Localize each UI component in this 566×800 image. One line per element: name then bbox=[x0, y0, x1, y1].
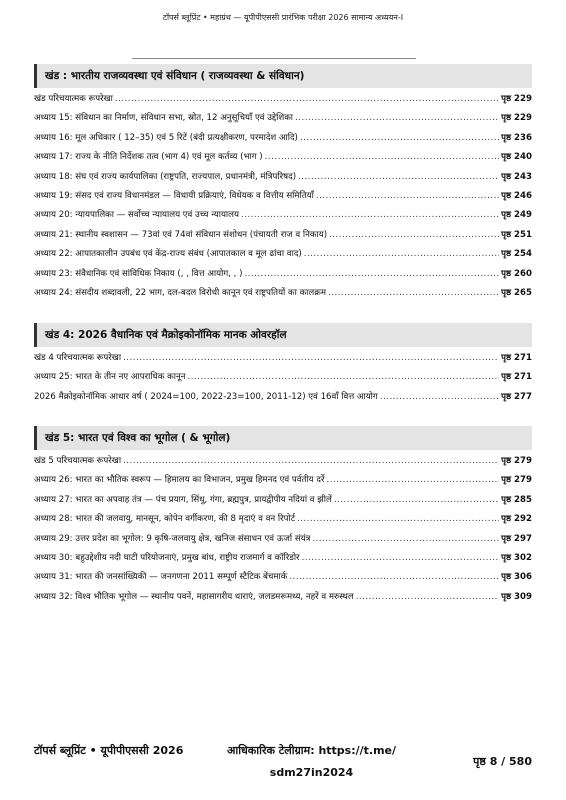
toc-entry[interactable] bbox=[34, 570, 532, 589]
toc-entry[interactable] bbox=[34, 170, 532, 189]
leader-dots bbox=[380, 392, 499, 402]
entry-title: खंड परिचयात्मक रूपरेखा bbox=[34, 94, 113, 104]
toc-list bbox=[34, 454, 532, 609]
entry-page: पृष्ठ 246 bbox=[501, 190, 532, 201]
leader-dots bbox=[328, 288, 499, 298]
toc-entry[interactable] bbox=[34, 150, 532, 169]
entry-title: अध्याय 30: बहुउद्देशीय नदी घाटी परियोजनाएं, प्रमुख बांध, राष्ट्रीय राजमार्ग व कॉरिडोर bbox=[34, 552, 300, 563]
toc-list bbox=[34, 92, 532, 305]
leader-dots bbox=[188, 372, 500, 382]
section-macroeconomic bbox=[34, 323, 532, 409]
entry-page: पृष्ठ 236 bbox=[501, 132, 532, 143]
entry-title: अध्याय 17: राज्य के नीति निर्देशक तत्व (भाग 4) एवं मूल कर्तव्य (भाग ) bbox=[34, 152, 263, 163]
entry-title: अध्याय 24: संसदीय शब्दावली, 22 भाग, दल-बदल विरोधी कानून एवं राष्ट्रपतियों का कालक्रम bbox=[34, 287, 326, 298]
entry-page: पृष्ठ 243 bbox=[501, 171, 532, 182]
leader-dots bbox=[123, 353, 499, 363]
leader-dots bbox=[302, 553, 500, 563]
toc-entry[interactable] bbox=[34, 351, 532, 370]
section-geography bbox=[34, 426, 532, 609]
leader-dots bbox=[312, 534, 499, 544]
entry-title: अध्याय 31: भारत की जनसांख्यिकी — जनगणना 2011 सम्पूर्ण स्टैटिक बेंचमार्क bbox=[34, 572, 288, 583]
entry-title: अध्याय 19: संसद एवं राज्य विधानमंडल — विधायी प्रक्रियाएं, विधेयक व वित्तीय समितियाँ bbox=[34, 190, 314, 201]
entry-title: अध्याय 20: न्यायपालिका — सर्वोच्च न्यायालय एवं उच्च न्यायालय bbox=[34, 210, 239, 221]
entry-page: पृष्ठ 229 bbox=[501, 113, 532, 124]
entry-title: अध्याय 32: विश्व भौतिक भूगोल — स्थानीय पवनें, महासागरीय धाराएं, जलडमरूमध्य, नहरें व मरुस्थल bbox=[34, 591, 354, 602]
entry-page: पृष्ठ 271 bbox=[501, 353, 532, 363]
toc-entry[interactable] bbox=[34, 208, 532, 227]
entry-page: पृष्ठ 251 bbox=[501, 229, 532, 240]
entry-title: अध्याय 22: आपातकालीन उपबंध एवं केंद्र-राज्य संबंध (आपातकाल व मूल ढांचा वाद) bbox=[34, 249, 302, 260]
leader-dots bbox=[326, 475, 499, 485]
entry-title: अध्याय 21: स्थानीय स्वशासन — 73वां एवं 74वां संविधान संशोधन (पंचायती राज व निकाय) bbox=[34, 229, 328, 240]
entry-title: खंड 5 परिचयात्मक रूपरेखा bbox=[34, 456, 122, 466]
entry-page: पृष्ठ 292 bbox=[501, 514, 532, 525]
leader-dots bbox=[316, 191, 499, 201]
entry-page: पृष्ठ 265 bbox=[501, 287, 532, 298]
toc-entry[interactable] bbox=[34, 532, 532, 551]
leader-dots bbox=[123, 456, 499, 466]
toc-entry[interactable] bbox=[34, 370, 532, 389]
toc-entry[interactable] bbox=[34, 512, 532, 531]
toc-list bbox=[34, 351, 532, 409]
entry-title: खंड 4 परिचयात्मक रूपरेखा bbox=[34, 353, 122, 363]
entry-title: अध्याय 27: भारत का अपवाह तंत्र — पंच प्रयाग, सिंधु, गंगा, ब्रह्मपुत्र, प्रायद्वीपीय नदियां व झीलें bbox=[34, 494, 332, 505]
leader-dots bbox=[241, 210, 499, 220]
entry-page: पृष्ठ 249 bbox=[501, 210, 532, 221]
entry-title: अध्याय 23: संवैधानिक एवं सांविधिक निकाय (, , वित्त आयोग, , ) bbox=[34, 268, 243, 279]
toc-entry[interactable] bbox=[34, 111, 532, 130]
leader-dots bbox=[244, 269, 499, 279]
entry-title: अध्याय 29: उत्तर प्रदेश का भूगोल: 9 कृषि-जलवायु क्षेत्र, खनिज संसाधन एवं ऊर्जा संयंत्र bbox=[34, 533, 311, 544]
toc-entry[interactable] bbox=[34, 228, 532, 247]
entry-title: अध्याय 25: भारत के तीन नए आपराधिक कानून bbox=[34, 372, 186, 383]
toc-entry[interactable] bbox=[34, 390, 532, 409]
leader-dots bbox=[300, 133, 499, 143]
entry-title: अध्याय 16: मूल अधिकार ( 12–35) एवं 5 रिटें (बंदी प्रत्यक्षीकरण, परमादेश आदि) bbox=[34, 132, 298, 143]
page-header: टॉपर्स ब्लूप्रिंट • महाग्रंथ — यूपीपीएससी प्रारंभिक परीक्षा 2026 सामान्य अध्ययन-I bbox=[162, 13, 404, 22]
entry-page: पृष्ठ 277 bbox=[501, 391, 532, 402]
entry-page: पृष्ठ 240 bbox=[501, 152, 532, 163]
leader-dots bbox=[295, 113, 499, 123]
toc-entry[interactable] bbox=[34, 473, 532, 492]
entry-title: अध्याय 15: संविधान का निर्माण, संविधान सभा, स्रोत, 12 अनुसूचियाँ एवं उद्देशिका bbox=[34, 113, 294, 124]
entry-title: अध्याय 26: भारत का भौतिक स्वरूप — हिमालय का विभाजन, प्रमुख हिमनद एवं पर्वतीय दर्रे bbox=[34, 475, 325, 486]
entry-title: 2026 मैक्रोइकोनॉमिक आधार वर्ष ( 2024=100, 2022-23=100, 2011-12) एवं 16वाँ वित्त आयोग bbox=[34, 391, 378, 402]
toc-entry[interactable] bbox=[34, 267, 532, 286]
section-heading: खंड 5: भारत एवं विश्व का भूगोल ( & भूगोल) bbox=[34, 426, 532, 450]
leader-dots bbox=[329, 230, 499, 240]
toc-entry[interactable] bbox=[34, 286, 532, 305]
leader-dots bbox=[265, 152, 499, 162]
entry-page: पृष्ठ 306 bbox=[501, 572, 532, 583]
entry-page: पृष्ठ 279 bbox=[501, 456, 532, 466]
leader-dots bbox=[304, 249, 499, 259]
entry-page: पृष्ठ 302 bbox=[501, 552, 532, 563]
entry-page: पृष्ठ 229 bbox=[501, 94, 532, 104]
entry-page: पृष्ठ 297 bbox=[501, 533, 532, 544]
toc-entry[interactable] bbox=[34, 493, 532, 512]
leader-dots bbox=[115, 94, 499, 104]
entry-page: पृष्ठ 285 bbox=[501, 494, 532, 505]
toc-entry[interactable] bbox=[34, 131, 532, 150]
toc-entry[interactable] bbox=[34, 454, 532, 473]
section-heading: खंड 4: 2026 वैधानिक एवं मैक्रोइकोनॉमिक मानक ओवरहॉल bbox=[34, 323, 532, 347]
entry-page: पृष्ठ 254 bbox=[501, 249, 532, 260]
toc-entry[interactable] bbox=[34, 590, 532, 609]
footer-brand: टॉपर्स ब्लूप्रिंट • यूपीपीएससी 2026 bbox=[34, 744, 184, 757]
leader-dots bbox=[334, 495, 499, 505]
section-heading: खंड : भारतीय राजव्यवस्था एवं संविधान ( राजव्यवस्था & संविधान) bbox=[34, 64, 532, 88]
entry-page: पृष्ठ 279 bbox=[501, 475, 532, 486]
entry-title: अध्याय 28: भारत की जलवायु, मानसून, कोपेन वर्गीकरण, की 8 मृदाएं व वन रिपोर्ट bbox=[34, 514, 296, 525]
leader-dots bbox=[356, 592, 499, 602]
section-polity bbox=[34, 64, 532, 305]
toc-entry[interactable] bbox=[34, 551, 532, 570]
footer-telegram-link[interactable]: आधिकारिक टेलीग्राम: https://t.me/ sdm27in2024 bbox=[226, 744, 397, 779]
entry-page: पृष्ठ 271 bbox=[501, 372, 532, 383]
leader-dots bbox=[298, 172, 499, 182]
footer-page-number: पृष्ठ 8 / 580 bbox=[473, 755, 532, 768]
entry-page: पृष्ठ 260 bbox=[501, 268, 532, 279]
leader-dots bbox=[289, 572, 499, 582]
header-rule bbox=[132, 58, 416, 59]
toc-entry[interactable] bbox=[34, 247, 532, 266]
entry-page: पृष्ठ 309 bbox=[501, 591, 532, 602]
toc-entry[interactable] bbox=[34, 92, 532, 111]
toc-entry[interactable] bbox=[34, 189, 532, 208]
leader-dots bbox=[297, 514, 499, 524]
page-footer bbox=[34, 740, 532, 790]
entry-title: अध्याय 18: संघ एवं राज्य कार्यपालिका (राष्ट्रपति, राज्यपाल, प्रधानमंत्री, मंत्रिपरिषद) bbox=[34, 171, 297, 182]
